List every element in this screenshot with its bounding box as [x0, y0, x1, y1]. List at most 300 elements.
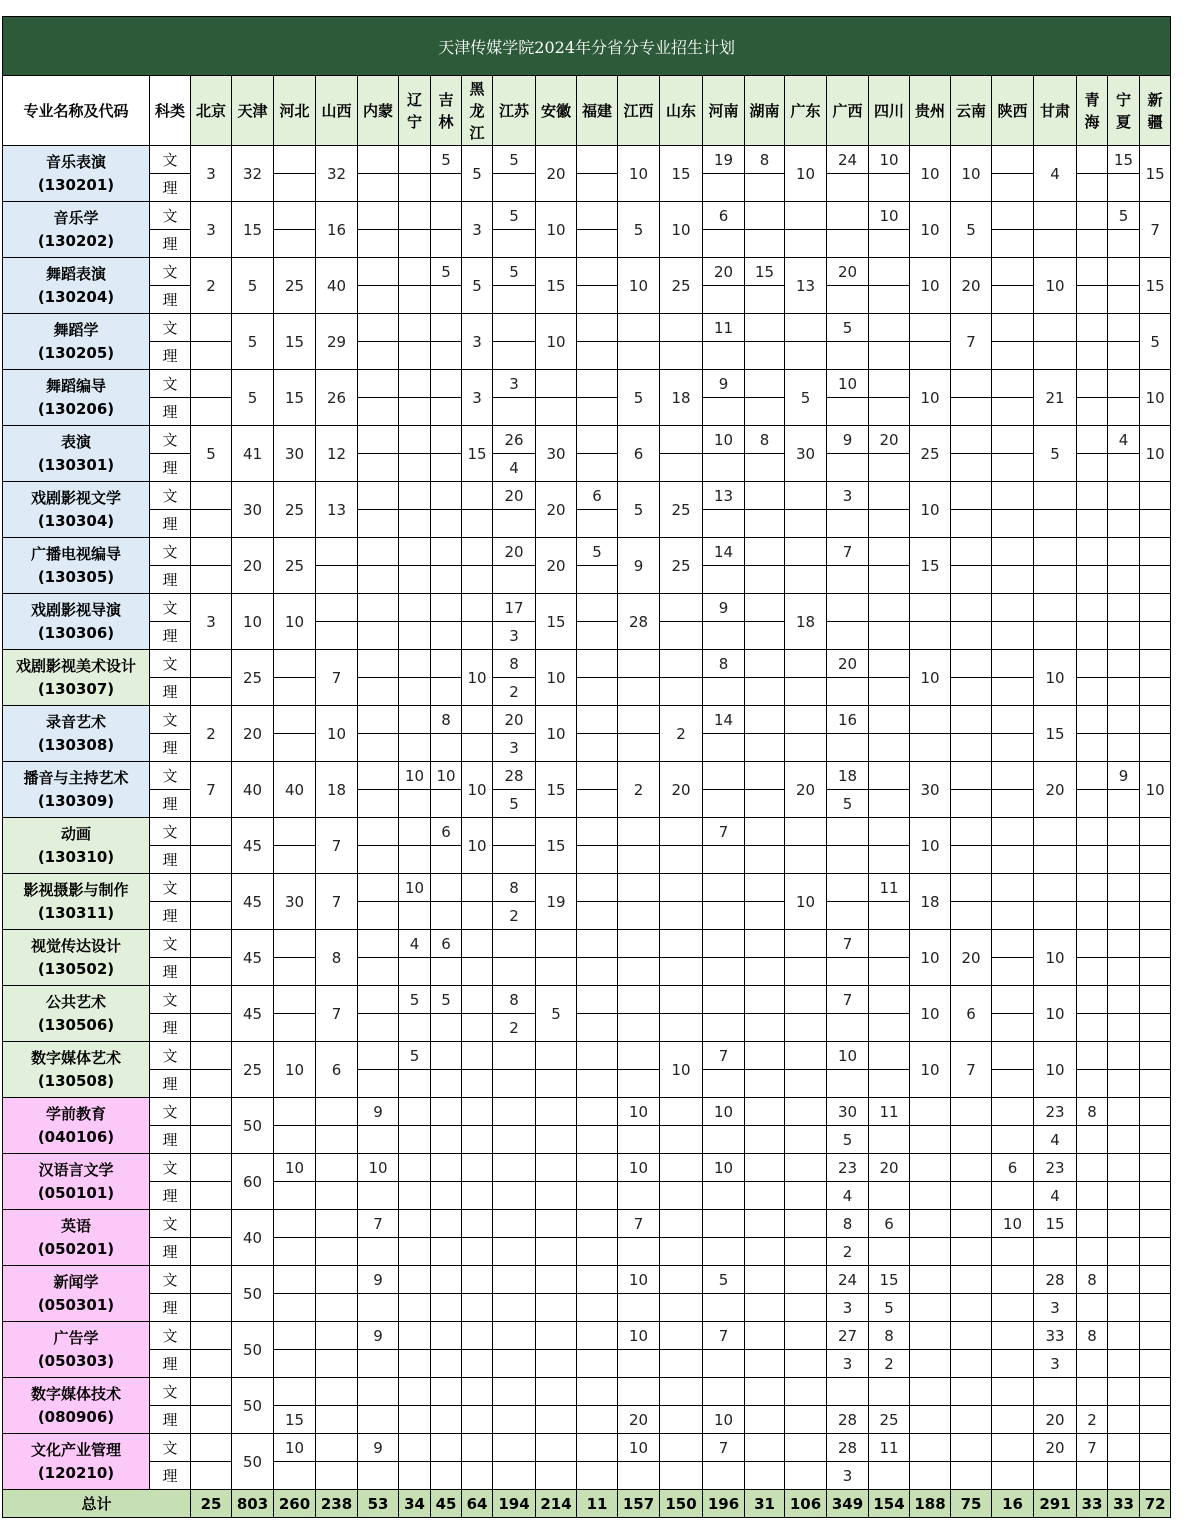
plan-cell [660, 1126, 703, 1154]
plan-cell [1077, 930, 1108, 958]
header-province: 黑龙江 [462, 76, 493, 146]
plan-cell [358, 706, 399, 734]
plan-cell [577, 958, 618, 986]
plan-cell: 10 [1140, 370, 1171, 426]
plan-cell [745, 1294, 785, 1322]
plan-cell [316, 1098, 358, 1126]
plan-cell: 7 [1140, 202, 1171, 258]
plan-cell: 10 [1034, 930, 1077, 986]
plan-cell [869, 986, 910, 1014]
plan-cell [869, 1014, 910, 1042]
plan-cell [1077, 874, 1108, 902]
plan-cell [1108, 594, 1140, 622]
major-name [3, 314, 150, 370]
plan-cell [951, 1406, 992, 1434]
plan-cell: 5 [869, 1294, 910, 1322]
plan-cell [1140, 958, 1171, 986]
plan-cell [399, 454, 431, 482]
plan-cell [577, 930, 618, 958]
plan-cell [992, 1238, 1034, 1266]
plan-cell [1108, 1378, 1140, 1406]
plan-cell: 20 [493, 706, 536, 734]
plan-cell [992, 1042, 1034, 1070]
plan-cell [1077, 594, 1108, 622]
header-province: 吉林 [431, 76, 462, 146]
plan-cell [274, 958, 316, 986]
plan-cell [358, 678, 399, 706]
plan-cell [577, 258, 618, 286]
plan-cell [992, 174, 1034, 202]
plan-cell [358, 986, 399, 1014]
plan-cell [462, 566, 493, 594]
plan-cell [431, 1014, 462, 1042]
plan-cell [577, 342, 618, 370]
plan-cell [316, 622, 358, 650]
plan-cell: 10 [1140, 426, 1171, 482]
plan-cell: 6 [951, 986, 992, 1042]
plan-cell [431, 1350, 462, 1378]
plan-cell [745, 566, 785, 594]
plan-cell [316, 1210, 358, 1238]
plan-cell [274, 1210, 316, 1238]
plan-cell [1077, 678, 1108, 706]
plan-cell [536, 398, 577, 426]
major-name [3, 1434, 150, 1490]
plan-cell [951, 510, 992, 538]
major-name [3, 650, 150, 706]
plan-cell [745, 286, 785, 314]
plan-cell [869, 1462, 910, 1490]
plan-cell: 14 [703, 706, 745, 734]
major-code: (130201) [37, 175, 115, 194]
plan-cell [316, 1238, 358, 1266]
major-code: (130301) [37, 455, 115, 474]
plan-cell [462, 1126, 493, 1154]
plan-cell [785, 650, 827, 678]
category-li: 理 [150, 1182, 191, 1210]
plan-cell [910, 1322, 951, 1350]
plan-cell: 8 [493, 986, 536, 1014]
plan-cell [577, 1378, 618, 1406]
category-wen: 文 [150, 1322, 191, 1350]
plan-cell [618, 874, 660, 902]
major-name [3, 594, 150, 650]
plan-cell: 10 [232, 594, 274, 650]
plan-cell: 8 [493, 874, 536, 902]
plan-cell: 10 [274, 594, 316, 650]
plan-cell: 8 [316, 930, 358, 986]
plan-cell [536, 1406, 577, 1434]
plan-cell [992, 594, 1034, 622]
plan-cell [785, 986, 827, 1014]
plan-cell [399, 1154, 431, 1182]
major-code: (130307) [37, 679, 115, 698]
plan-cell [399, 622, 431, 650]
plan-cell [358, 734, 399, 762]
plan-cell [358, 902, 399, 930]
plan-cell: 10 [703, 426, 745, 454]
plan-cell [577, 1154, 618, 1182]
plan-cell [274, 846, 316, 874]
plan-cell [1108, 510, 1140, 538]
plan-cell [618, 902, 660, 930]
plan-cell [1140, 566, 1171, 594]
plan-cell [660, 874, 703, 902]
plan-cell: 10 [399, 762, 431, 790]
sheet-title: 天津传媒学院2024年分省分专业招生计划 [3, 17, 1171, 76]
plan-cell [577, 286, 618, 314]
category-wen: 文 [150, 874, 191, 902]
plan-cell [191, 482, 232, 510]
plan-cell: 15 [274, 370, 316, 426]
plan-cell: 9 [358, 1322, 399, 1350]
major-title: 动画 [60, 824, 91, 843]
plan-cell [462, 1462, 493, 1490]
plan-cell [910, 1098, 951, 1126]
plan-cell [191, 874, 232, 902]
plan-cell: 10 [992, 1210, 1034, 1238]
plan-cell [827, 958, 869, 986]
plan-cell [274, 1126, 316, 1154]
plan-cell [827, 594, 869, 622]
plan-cell [618, 1462, 660, 1490]
plan-cell: 40 [232, 762, 274, 818]
plan-cell [745, 1154, 785, 1182]
plan-cell [785, 510, 827, 538]
plan-cell [703, 1294, 745, 1322]
plan-cell [536, 1238, 577, 1266]
plan-cell [869, 370, 910, 398]
plan-cell [577, 594, 618, 622]
plan-cell [785, 1406, 827, 1434]
category-wen: 文 [150, 762, 191, 790]
plan-cell: 30 [785, 426, 827, 482]
plan-cell: 6 [316, 1042, 358, 1098]
plan-cell: 5 [431, 146, 462, 174]
plan-cell [399, 146, 431, 174]
plan-cell: 7 [316, 986, 358, 1042]
plan-cell [1077, 286, 1108, 314]
header-province: 山西 [316, 76, 358, 146]
plan-cell: 7 [358, 1210, 399, 1238]
plan-cell [1108, 1154, 1140, 1182]
plan-cell [536, 1266, 577, 1294]
header-province: 甘肃 [1034, 76, 1077, 146]
category-wen: 文 [150, 594, 191, 622]
plan-cell [745, 1378, 785, 1406]
plan-cell [785, 706, 827, 734]
plan-cell: 29 [316, 314, 358, 370]
plan-cell [1108, 1322, 1140, 1350]
plan-cell: 25 [232, 1042, 274, 1098]
plan-cell: 8 [703, 650, 745, 678]
plan-cell [274, 202, 316, 230]
plan-cell [869, 1238, 910, 1266]
category-li: 理 [150, 790, 191, 818]
category-li: 理 [150, 174, 191, 202]
plan-cell [316, 1406, 358, 1434]
category-wen: 文 [150, 1266, 191, 1294]
plan-cell [493, 1462, 536, 1490]
plan-cell [399, 678, 431, 706]
plan-cell: 9 [703, 594, 745, 622]
plan-cell [992, 370, 1034, 398]
category-wen: 文 [150, 202, 191, 230]
category-wen: 文 [150, 1042, 191, 1070]
plan-cell: 28 [493, 762, 536, 790]
plan-cell [745, 1350, 785, 1378]
plan-cell [274, 1294, 316, 1322]
plan-cell [536, 1042, 577, 1070]
plan-cell [992, 930, 1034, 958]
total-value: 34 [399, 1490, 431, 1518]
plan-cell [191, 1210, 232, 1238]
plan-cell [358, 174, 399, 202]
plan-cell [191, 314, 232, 342]
plan-cell [992, 426, 1034, 454]
plan-cell: 20 [869, 1154, 910, 1182]
plan-cell [191, 398, 232, 426]
plan-cell: 2 [618, 762, 660, 818]
plan-cell [191, 370, 232, 398]
plan-cell [577, 986, 618, 1014]
plan-cell [1108, 902, 1140, 930]
plan-cell: 10 [316, 706, 358, 762]
category-wen: 文 [150, 538, 191, 566]
plan-cell [618, 1126, 660, 1154]
plan-cell: 10 [618, 258, 660, 314]
total-value: 349 [827, 1490, 869, 1518]
total-value: 260 [274, 1490, 316, 1518]
plan-cell [431, 902, 462, 930]
plan-cell [577, 706, 618, 734]
plan-cell [1034, 818, 1077, 846]
plan-cell: 11 [703, 314, 745, 342]
plan-cell [618, 650, 660, 678]
plan-cell: 3 [827, 1350, 869, 1378]
plan-cell: 20 [869, 426, 910, 454]
plan-cell [462, 1098, 493, 1126]
plan-cell: 25 [274, 258, 316, 314]
plan-cell: 6 [577, 482, 618, 510]
plan-cell [1140, 902, 1171, 930]
plan-cell: 26 [316, 370, 358, 426]
total-value: 33 [1108, 1490, 1140, 1518]
plan-cell: 3 [493, 734, 536, 762]
plan-cell: 20 [536, 146, 577, 202]
plan-cell [745, 538, 785, 566]
plan-cell: 30 [274, 426, 316, 482]
plan-cell: 5 [493, 258, 536, 286]
plan-cell [358, 342, 399, 370]
plan-cell: 50 [232, 1378, 274, 1434]
plan-cell [1140, 678, 1171, 706]
plan-cell: 10 [910, 482, 951, 538]
plan-cell [274, 650, 316, 678]
plan-cell [462, 1322, 493, 1350]
major-code: (130202) [37, 231, 115, 250]
plan-cell [785, 1434, 827, 1462]
plan-cell: 6 [703, 202, 745, 230]
plan-cell [358, 1294, 399, 1322]
plan-cell [462, 1154, 493, 1182]
plan-cell [618, 930, 660, 958]
plan-cell [660, 1098, 703, 1126]
plan-cell [399, 734, 431, 762]
plan-cell: 20 [493, 482, 536, 510]
category-li: 理 [150, 622, 191, 650]
plan-cell [745, 706, 785, 734]
category-wen: 文 [150, 370, 191, 398]
plan-cell [399, 1210, 431, 1238]
plan-cell [191, 678, 232, 706]
plan-cell [703, 342, 745, 370]
plan-cell [745, 174, 785, 202]
plan-cell [992, 538, 1034, 566]
plan-cell [745, 958, 785, 986]
header-province: 云南 [951, 76, 992, 146]
plan-cell [274, 1378, 316, 1406]
plan-cell [274, 174, 316, 202]
plan-cell [536, 930, 577, 958]
plan-cell [274, 1014, 316, 1042]
plan-cell [399, 594, 431, 622]
plan-cell [1108, 734, 1140, 762]
plan-cell [358, 426, 399, 454]
plan-cell [577, 1126, 618, 1154]
plan-cell [577, 762, 618, 790]
plan-cell [745, 846, 785, 874]
plan-cell: 9 [358, 1434, 399, 1462]
plan-cell: 10 [910, 202, 951, 258]
plan-cell [992, 1126, 1034, 1154]
plan-cell [703, 734, 745, 762]
plan-cell: 18 [316, 762, 358, 818]
plan-cell [191, 1378, 232, 1406]
plan-cell: 15 [1034, 1210, 1077, 1238]
plan-cell [274, 1182, 316, 1210]
plan-cell [1140, 818, 1171, 846]
major-code: (130506) [37, 1015, 115, 1034]
plan-cell [1034, 482, 1077, 510]
plan-cell [358, 818, 399, 846]
plan-cell [462, 594, 493, 622]
plan-cell: 10 [462, 762, 493, 818]
plan-cell [827, 398, 869, 426]
plan-cell: 10 [618, 146, 660, 202]
plan-cell [618, 314, 660, 342]
plan-cell: 3 [191, 594, 232, 650]
category-li: 理 [150, 1350, 191, 1378]
plan-cell [785, 678, 827, 706]
plan-cell [618, 818, 660, 846]
plan-cell: 10 [618, 1434, 660, 1462]
plan-cell [660, 818, 703, 846]
plan-cell [618, 678, 660, 706]
plan-cell: 10 [703, 1406, 745, 1434]
plan-cell: 25 [910, 426, 951, 482]
plan-cell [1108, 986, 1140, 1014]
plan-cell [745, 1210, 785, 1238]
plan-cell [358, 1406, 399, 1434]
plan-cell [951, 1126, 992, 1154]
plan-cell [1140, 1406, 1171, 1434]
plan-cell [660, 454, 703, 482]
major-name [3, 986, 150, 1042]
major-name [3, 1210, 150, 1266]
plan-cell [399, 426, 431, 454]
plan-cell [431, 790, 462, 818]
category-wen: 文 [150, 146, 191, 174]
plan-cell [992, 398, 1034, 426]
plan-cell: 25 [660, 538, 703, 594]
header-province: 贵州 [910, 76, 951, 146]
plan-cell [869, 510, 910, 538]
header-province: 河北 [274, 76, 316, 146]
plan-cell [910, 1210, 951, 1238]
plan-cell: 20 [232, 538, 274, 594]
plan-cell [910, 314, 951, 342]
plan-cell [358, 622, 399, 650]
plan-cell [462, 930, 493, 958]
plan-cell: 2 [493, 1014, 536, 1042]
plan-cell: 16 [827, 706, 869, 734]
plan-cell: 10 [274, 1154, 316, 1182]
plan-cell [399, 1238, 431, 1266]
plan-cell: 15 [462, 426, 493, 482]
plan-cell: 28 [827, 1434, 869, 1462]
plan-cell [358, 510, 399, 538]
plan-cell [1077, 734, 1108, 762]
plan-cell [1140, 482, 1171, 510]
plan-cell [745, 930, 785, 958]
major-name [3, 202, 150, 258]
plan-cell [951, 538, 992, 566]
major-title: 舞蹈表演 [45, 264, 106, 283]
category-li: 理 [150, 734, 191, 762]
category-li: 理 [150, 678, 191, 706]
plan-cell [869, 678, 910, 706]
major-title: 广播电视编导 [30, 544, 121, 563]
plan-cell: 10 [703, 1098, 745, 1126]
plan-cell [358, 1014, 399, 1042]
plan-cell [577, 1462, 618, 1490]
major-title: 数字媒体技术 [30, 1384, 121, 1403]
plan-cell [869, 398, 910, 426]
plan-cell [785, 314, 827, 342]
plan-cell [399, 1182, 431, 1210]
plan-cell [660, 958, 703, 986]
plan-cell [1140, 622, 1171, 650]
plan-cell [1140, 1042, 1171, 1070]
enrollment-plan-sheet [2, 16, 1171, 1518]
plan-cell [992, 258, 1034, 286]
plan-cell [1140, 1266, 1171, 1294]
plan-cell [618, 1182, 660, 1210]
plan-cell: 5 [399, 1042, 431, 1070]
plan-cell [577, 874, 618, 902]
plan-cell: 8 [745, 146, 785, 174]
major-code: (130311) [37, 903, 115, 922]
plan-cell [1034, 566, 1077, 594]
plan-cell: 40 [316, 258, 358, 314]
plan-cell [992, 1098, 1034, 1126]
plan-cell [462, 1182, 493, 1210]
plan-cell [785, 1294, 827, 1322]
plan-cell [785, 734, 827, 762]
category-wen: 文 [150, 986, 191, 1014]
major-title: 舞蹈学 [53, 320, 99, 339]
